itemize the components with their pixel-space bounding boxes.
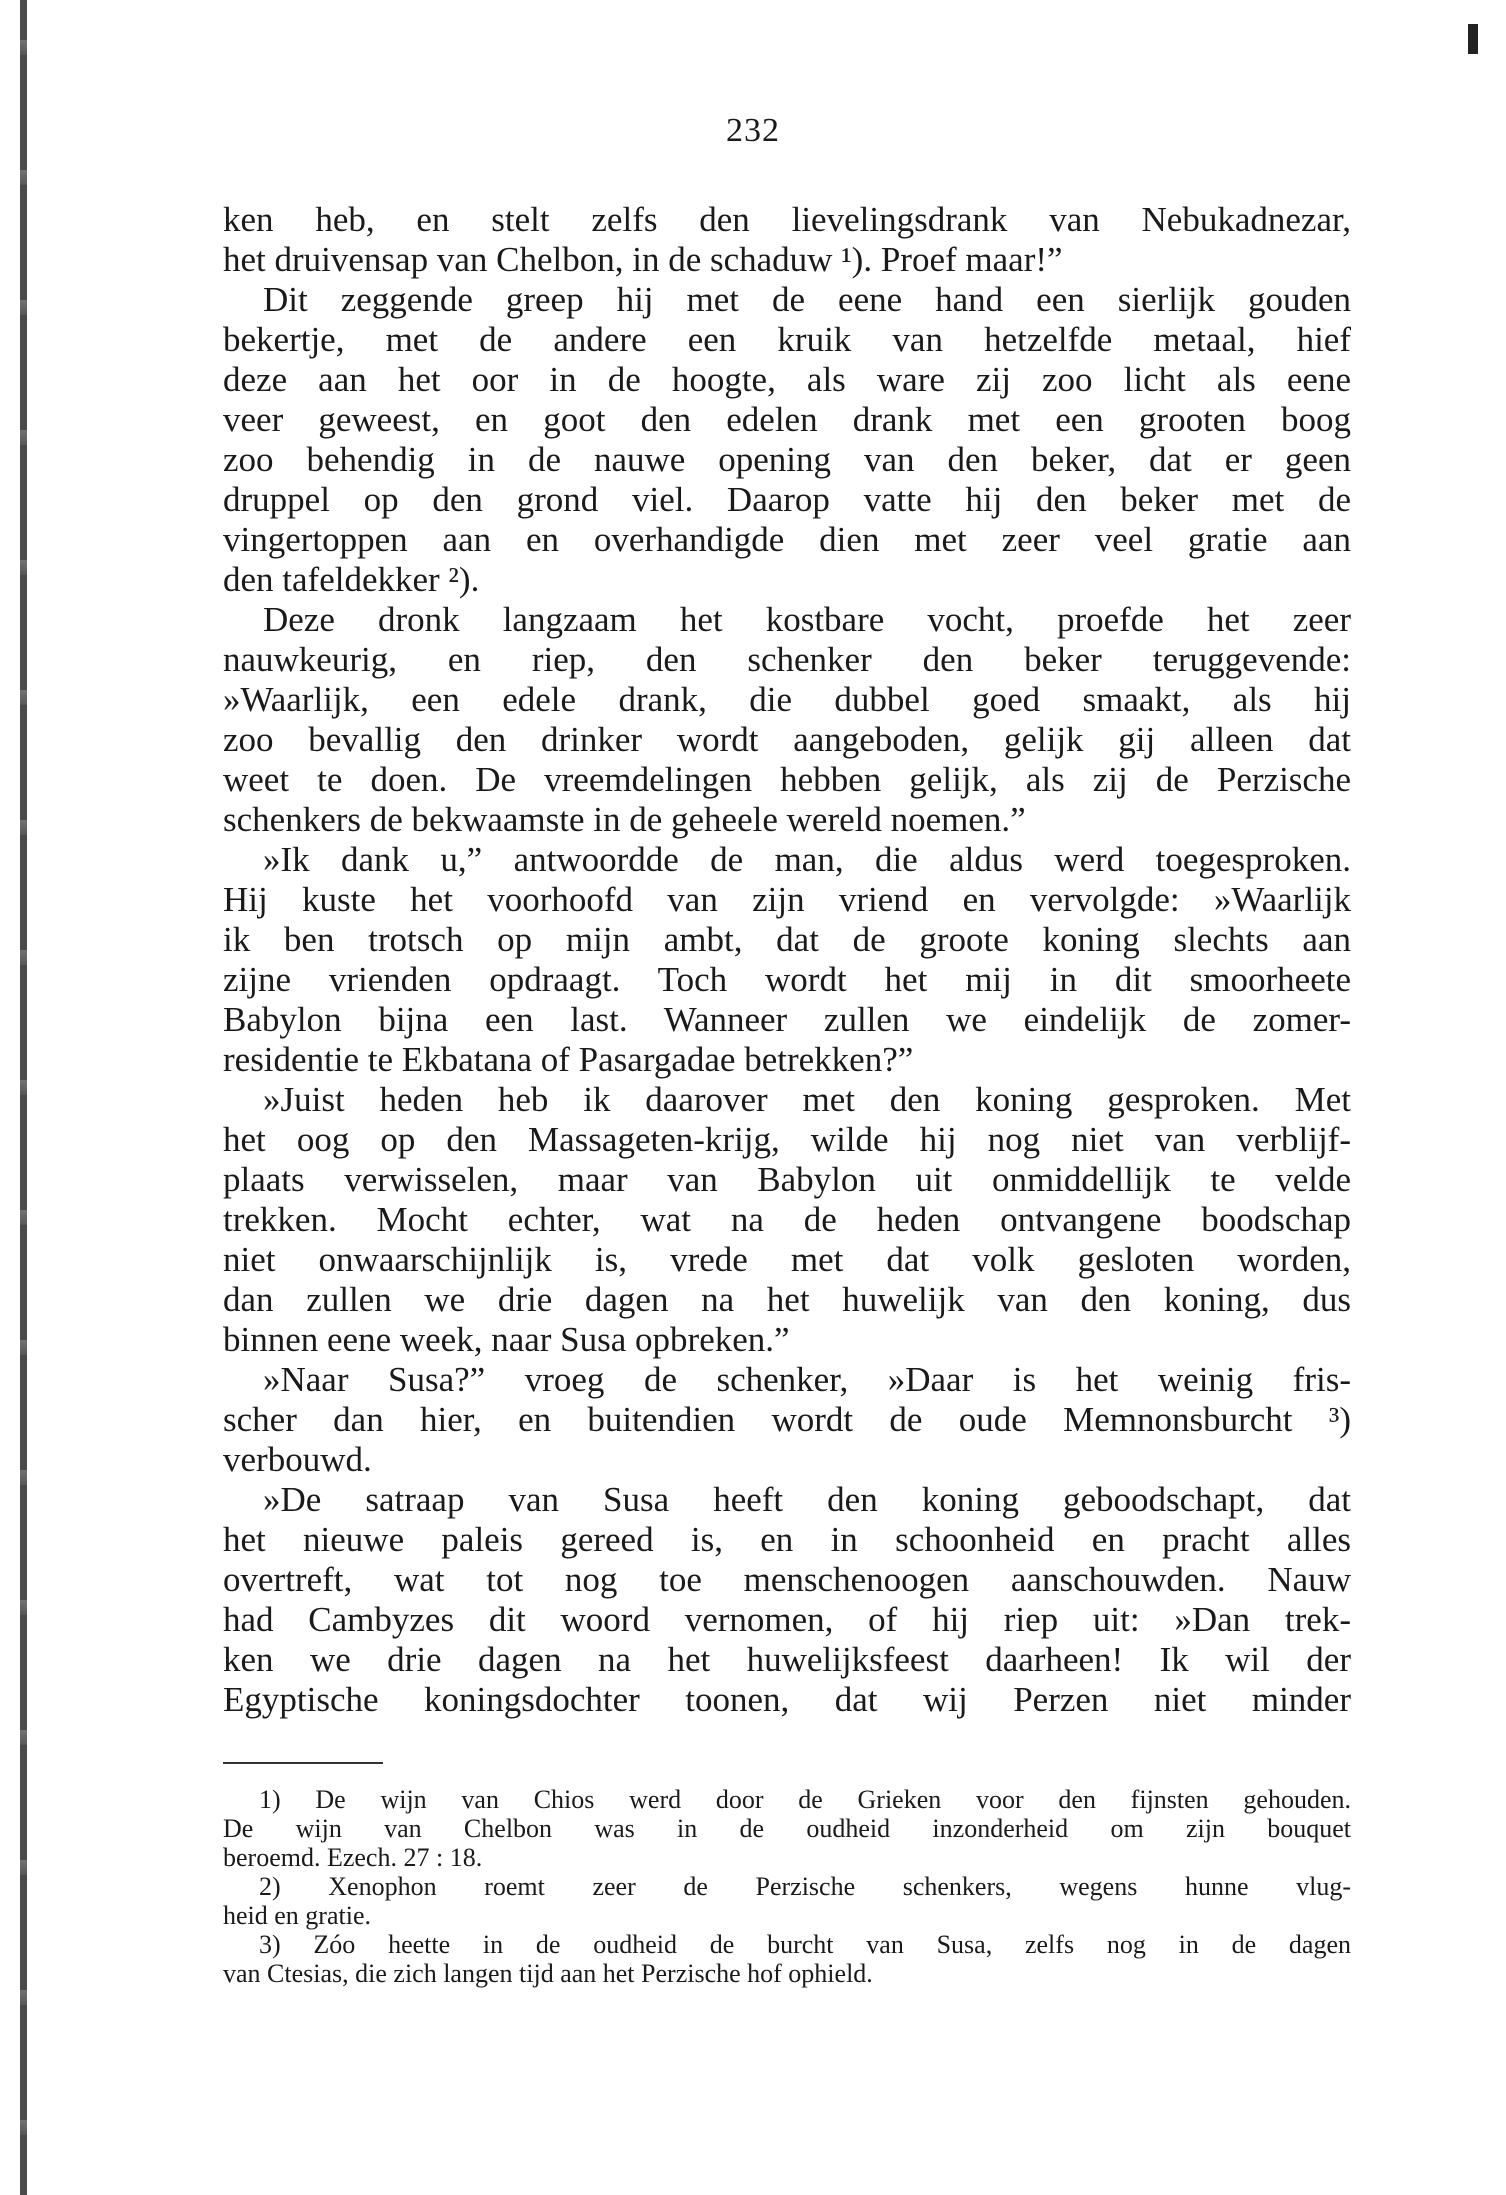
text-line: deze aan het oor in de hoogte, als ware zij zoo licht als eene (223, 360, 1351, 399)
paragraph (223, 280, 1351, 600)
text-line: zoo behendig in de nauwe opening van den beker, dat er geen (223, 440, 1351, 479)
paragraph (223, 200, 1351, 280)
footnote-line: 1) De wijn van Chios werd door de Grieken voor den fijnsten gehouden. (259, 1785, 1351, 1814)
text-line: weet te doen. De vreemdelingen hebben gelijk, als zij de Perzische (223, 760, 1351, 799)
text-line: plaats verwisselen, maar van Babylon uit onmiddellijk te velde (223, 1160, 1351, 1199)
text-line: schenkers de bekwaamste in de geheele wereld noemen.” (223, 800, 1026, 839)
text-line: had Cambyzes dit woord vernomen, of hij riep uit: »Dan trek- (223, 1600, 1351, 1639)
text-line: het oog op den Massageten-krijg, wilde hij nog niet van verblijf- (223, 1120, 1351, 1159)
text-line: »Ik dank u,” antwoordde de man, die aldus werd toegesproken. (263, 840, 1351, 879)
text-line: binnen eene week, naar Susa opbreken.” (223, 1320, 790, 1359)
paragraph (223, 1080, 1351, 1360)
text-line: »Naar Susa?” vroeg de schenker, »Daar is het weinig fris- (263, 1360, 1351, 1399)
text-line: veer geweest, en goot den edelen drank met een grooten boog (223, 400, 1351, 439)
text-line: Hij kuste het voorhoofd van zijn vriend en vervolgde: »Waarlijk (223, 880, 1351, 919)
text-line: Babylon bijna een last. Wanneer zullen we eindelijk de zomer- (223, 1000, 1351, 1039)
text-line: bekertje, met de andere een kruik van hetzelfde metaal, hief (223, 320, 1351, 359)
footnote-line: beroemd. Ezech. 27 : 18. (223, 1843, 483, 1872)
paragraph (223, 600, 1351, 840)
paragraph (223, 840, 1351, 1080)
text-line: zijne vrienden opdraagt. Toch wordt het mij in dit smoorheete (223, 960, 1351, 999)
text-line: ik ben trotsch op mijn ambt, dat de groote koning slechts aan (223, 920, 1351, 959)
text-line: Dit zeggende greep hij met de eene hand een sierlijk gouden (263, 280, 1351, 319)
text-line: »Juist heden heb ik daarover met den koning gesproken. Met (263, 1080, 1351, 1119)
text-line: niet onwaarschijnlijk is, vrede met dat volk gesloten worden, (223, 1240, 1351, 1279)
page-binding-edge (20, 0, 27, 2195)
text-line: ken we drie dagen na het huwelijksfeest daarheen! Ik wil der (223, 1640, 1351, 1679)
text-line: ken heb, en stelt zelfs den lievelingsdrank van Nebukadnezar, (223, 200, 1351, 239)
text-line: verbouwd. (223, 1440, 372, 1479)
footnote-line: 3) Zóo heette in de oudheid de burcht van Susa, zelfs nog in de dagen (259, 1930, 1351, 1959)
footnote-line: van Ctesias, die zich langen tijd aan het Perzische hof ophield. (223, 1959, 873, 1988)
text-line: nauwkeurig, en riep, den schenker den beker teruggevende: (223, 640, 1351, 679)
footnote (223, 1930, 1351, 1988)
footnote-rule (223, 1762, 383, 1764)
footnote-line: 2) Xenophon roemt zeer de Perzische schenkers, wegens hunne vlug- (259, 1872, 1351, 1901)
footnote (223, 1785, 1351, 1872)
footnote-line: heid en gratie. (223, 1901, 371, 1930)
text-line: overtreft, wat tot nog toe menschenoogen aanschouwden. Nauw (223, 1560, 1351, 1599)
page-number: 232 (726, 112, 780, 149)
footnote-line: De wijn van Chelbon was in de oudheid inzonderheid om zijn bouquet (223, 1814, 1351, 1843)
text-line: zoo bevallig den drinker wordt aangeboden, gelijk gij alleen dat (223, 720, 1351, 759)
text-line: het nieuwe paleis gereed is, en in schoonheid en pracht alles (223, 1520, 1351, 1559)
text-line: dan zullen we drie dagen na het huwelijk van den koning, dus (223, 1280, 1351, 1319)
corner-mark (1468, 24, 1478, 54)
text-line: trekken. Mocht echter, wat na de heden ontvangene boodschap (223, 1200, 1351, 1239)
text-line: Egyptische koningsdochter toonen, dat wij Perzen niet minder (223, 1680, 1351, 1719)
paragraph (223, 1480, 1351, 1720)
paragraph (223, 1360, 1351, 1480)
text-line: het druivensap van Chelbon, in de schaduw ¹). Proef maar!” (223, 240, 1063, 279)
footnote (223, 1872, 1351, 1930)
text-line: druppel op den grond viel. Daarop vatte hij den beker met de (223, 480, 1351, 519)
text-line: vingertoppen aan en overhandigde dien met zeer veel gratie aan (223, 520, 1351, 559)
text-line: Deze dronk langzaam het kostbare vocht, proefde het zeer (263, 600, 1351, 639)
text-line: »De satraap van Susa heeft den koning geboodschapt, dat (263, 1480, 1351, 1519)
text-line: den tafeldekker ²). (223, 560, 480, 599)
body-text (223, 200, 1351, 1720)
text-line: scher dan hier, en buitendien wordt de oude Memnonsburcht ³) (223, 1400, 1351, 1439)
footnotes (223, 1785, 1351, 1988)
text-line: residentie te Ekbatana of Pasargadae betrekken?” (223, 1040, 914, 1079)
text-line: »Waarlijk, een edele drank, die dubbel goed smaakt, als hij (223, 680, 1351, 719)
